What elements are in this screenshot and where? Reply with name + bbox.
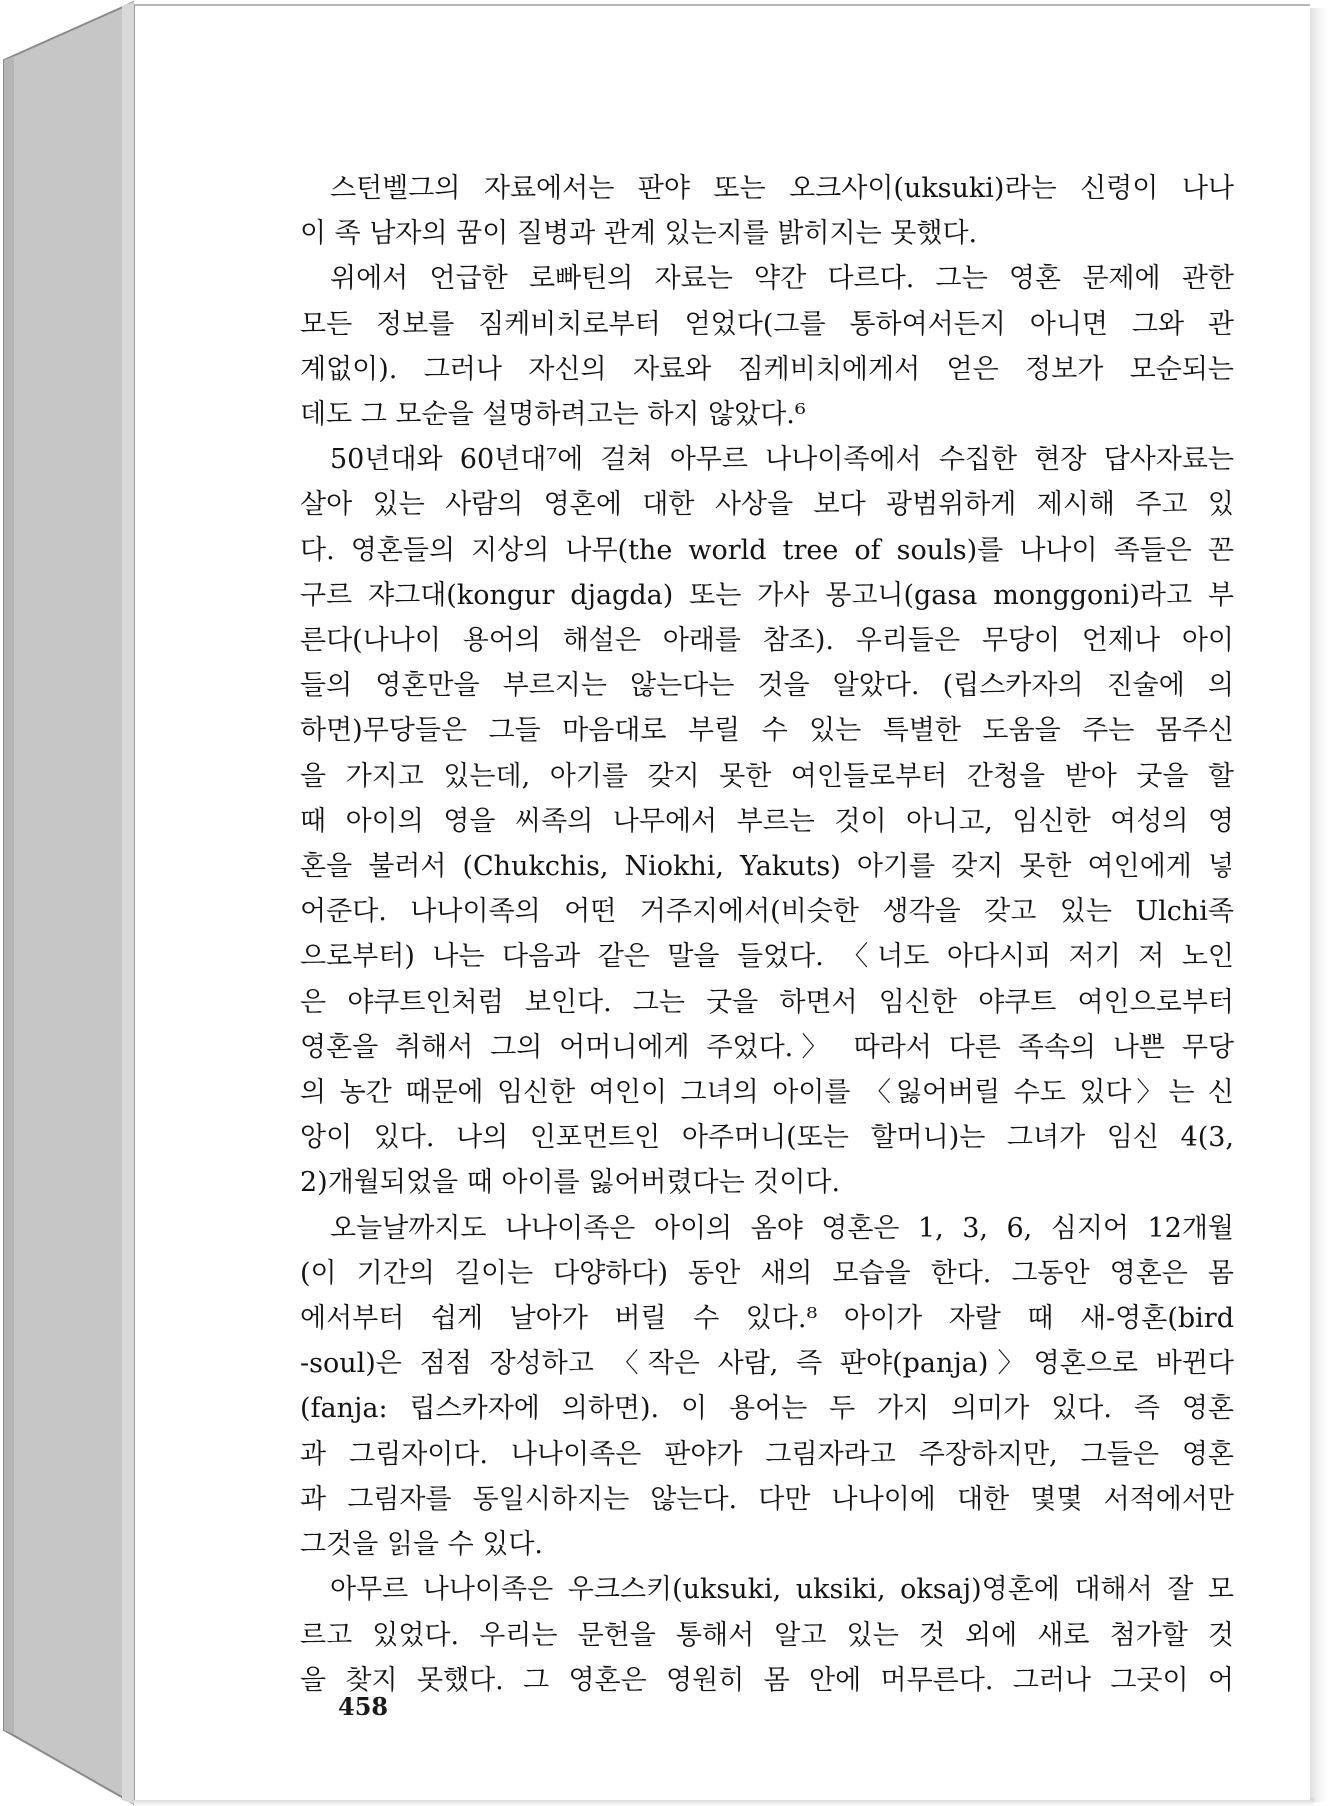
text-line: 모든 정보를 짐케비치로부터 얻었다(그를 통하여서든지 아니면 그와 관 (300, 308, 1234, 340)
text-line: 을 가지고 있는데, 아기를 갖지 못한 여인들로부터 간청을 받아 굿을 할 (300, 760, 1234, 792)
text-line: 살아 있는 사람의 영혼에 대한 사상을 보다 광범위하게 제시해 주고 있 (300, 489, 1234, 521)
text-line: 과 그림자이다. 나나이족은 판야가 그림자라고 주장하지만, 그들은 영혼 (300, 1438, 1234, 1470)
text-line: 하면)무당들은 그들 마음대로 부릴 수 있는 특별한 도움을 주는 몸주신 (300, 715, 1234, 747)
paragraph (300, 1206, 1234, 1568)
text-line: 에서부터 쉽게 날아가 버릴 수 있다.⁸ 아이가 자랄 때 새-영혼(bird (300, 1303, 1234, 1335)
text-line: 위에서 언급한 로빠틴의 자료는 약간 다르다. 그는 영혼 문제에 관한 (330, 263, 1234, 295)
text-line: 을 찾지 못했다. 그 영혼은 영원히 몸 안에 머무른다. 그러나 그곳이 어 (300, 1664, 1234, 1696)
text-line: (이 기간의 길이는 다양하다) 동안 새의 모습을 한다. 그동안 영혼은 몸 (300, 1257, 1234, 1289)
text-line: 으로부터) 나는 다음과 같은 말을 들었다. 〈너도 아다시피 저기 저 노인 (300, 941, 1234, 973)
text-line: 구르 쟈그대(kongur djagda) 또는 가사 몽고니(gasa monggoni)라고 부 (300, 579, 1234, 611)
body-text (300, 166, 1234, 1703)
text-line: 50년대와 60년대⁷에 걸쳐 아무르 나나이족에서 수집한 현장 답사자료는 (330, 444, 1234, 476)
paragraph (300, 256, 1234, 437)
text-line: 앙이 있다. 나의 인포먼트인 아주머니(또는 할머니)는 그녀가 임신 4(3, (300, 1122, 1234, 1154)
text-line: 혼을 불러서 (Chukchis, Niokhi, Yakuts) 아기를 갖지 못한 여인에게 넣 (300, 851, 1234, 883)
text-line: 2)개월되었을 때 아이를 잃어버렸다는 것이다. (300, 1167, 841, 1199)
page-number: 458 (338, 1692, 389, 1721)
text-line: 아무르 나나이족은 우크스키(uksuki, uksiki, oksaj)영혼에 대해서 잘 모 (330, 1574, 1234, 1606)
paragraph (300, 437, 1234, 1205)
text-line: 들의 영혼만을 부르지는 않는다는 것을 알았다. (립스카자의 진술에 의 (300, 670, 1234, 702)
text-line: 때 아이의 영을 씨족의 나무에서 부르는 것이 아니고, 임신한 여성의 영 (300, 805, 1234, 837)
text-line: 다. 영혼들의 지상의 나무(the world tree of souls)를 나나이 족들은 꼰 (300, 534, 1234, 566)
text-line: 데도 그 모순을 설명하려고는 하지 않았다.⁶ (300, 399, 806, 431)
text-line: 은 야쿠트인처럼 보인다. 그는 굿을 하면서 임신한 야쿠트 여인으로부터 (300, 986, 1234, 1018)
text-line: 스턴벨그의 자료에서는 판야 또는 오크사이(uksuki)라는 신령이 나나 (330, 173, 1234, 204)
book-spine (2, 0, 134, 1806)
text-line: (fanja: 립스카자에 의하면). 이 용어는 두 가지 의미가 있다. 즉 영혼 (300, 1393, 1234, 1425)
text-line: 그것을 읽을 수 있다. (300, 1529, 543, 1561)
text-line: 과 그림자를 동일시하지는 않는다. 다만 나나이에 대한 몇몇 서적에서만 (300, 1483, 1234, 1515)
text-line: 른다(나나이 용어의 해설은 아래를 참조). 우리들은 무당이 언제나 아이 (300, 625, 1234, 657)
paragraph (300, 1567, 1234, 1703)
text-line: 오늘날까지도 나나이족은 아이의 옴야 영혼은 1, 3, 6, 심지어 12개월 (330, 1212, 1234, 1244)
text-line: 영혼을 취해서 그의 어머니에게 주었다.〉 따라서 다른 족속의 나쁜 무당 (300, 1031, 1234, 1063)
text-line: 어준다. 나나이족의 어떤 거주지에서(비슷한 생각을 갖고 있는 Ulchi족 (300, 896, 1234, 928)
text-line: 계없이). 그러나 자신의 자료와 짐케비치에게서 얻은 정보가 모순되는 (300, 353, 1234, 385)
text-line: 르고 있었다. 우리는 문헌을 통해서 알고 있는 것 외에 새로 첨가할 것 (300, 1619, 1234, 1651)
book-spine-graphic (2, 0, 134, 1806)
text-line: 의 농간 때문에 임신한 여인이 그녀의 아이를 〈잃어버릴 수도 있다〉는 신 (300, 1077, 1234, 1109)
text-line: -soul)은 점점 장성하고 〈작은 사람, 즉 판야(panja)〉영혼으로 바뀐다 (300, 1348, 1234, 1380)
paragraph (300, 166, 1234, 256)
text-line: 이 족 남자의 꿈이 질병과 관계 있는지를 밝히지는 못했다. (300, 218, 978, 250)
